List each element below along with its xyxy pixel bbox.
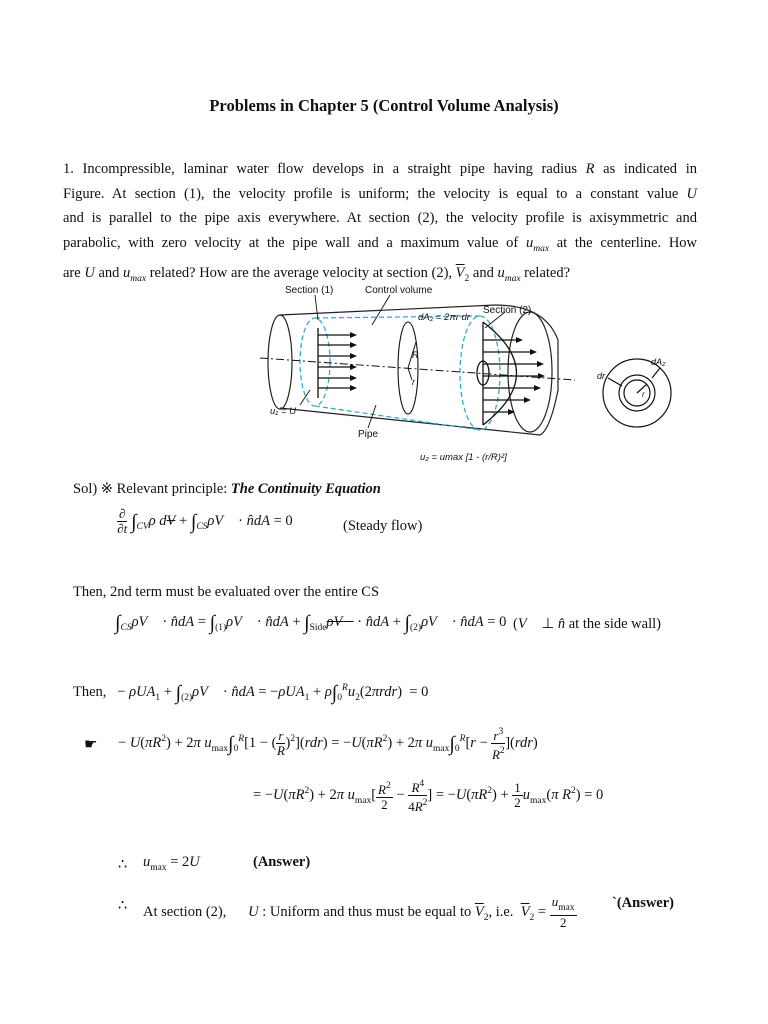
then-text: Then, 2nd term must be evaluated over the entire CS bbox=[73, 584, 380, 600]
label-dA2: dA₂ = 2πr dr bbox=[418, 312, 470, 323]
label-u2: u₂ = umax [1 - (r/R)²] bbox=[420, 452, 507, 463]
therefore-symbol-1: ∴ bbox=[118, 857, 128, 873]
label-dA2-small: dA₂ bbox=[651, 357, 666, 367]
label-r: r bbox=[412, 377, 415, 387]
pipe-figure bbox=[240, 280, 690, 475]
answer-1-label: (Answer) bbox=[253, 854, 311, 870]
answer-1: $u_{max} = 2U$ bbox=[143, 854, 200, 873]
hand-pointer-icon: ☛ bbox=[84, 737, 98, 753]
continuity-equation: $\frac{\partial}{\partial t}$ $\int_{CV}\rho$ dV + $\int_{CS}\rho V⃗$ · n̂dA = 0 bbox=[117, 506, 293, 536]
steady-flow-note: (Steady flow) bbox=[343, 518, 423, 534]
problem-statement bbox=[63, 157, 698, 292]
page-title: Problems in Chapter 5 (Control Volume Analysis) bbox=[209, 96, 559, 115]
cs-decomposition: $\int_{CS}\rho V⃗$ · n̂dA = $\int_{(1)}\rho V⃗$ · n̂dA + $\int_{Side}\rho V⃗$ · n̂dA + $\int_{(2)}\rho V⃗$ · n̂dA = 0 bbox=[115, 612, 507, 634]
problem-line-2: Figure. At section (1), the velocity profile is uniform; the velocity is equal to a constant value U bbox=[63, 185, 697, 202]
problem-line-4: parabolic, with zero velocity at the pipe wall and a maximum value of $u_{max}$ at the centerline. How bbox=[63, 234, 698, 254]
label-r-small: r bbox=[642, 390, 645, 399]
label-control-volume: Control volume bbox=[365, 285, 433, 296]
side-wall-note: (V⃗ ⊥ n̂ at the side wall) bbox=[513, 616, 661, 632]
label-pipe: Pipe bbox=[358, 429, 379, 440]
then-equation: Then, − $\rho UA_1 + \int_{(2)}\rho V⃗$ · n̂dA = $-\rho UA_1 + \rho\int_0^Ru_2(2\pi rdr) = 0$ bbox=[73, 682, 429, 704]
label-section-2: Section (2) bbox=[483, 305, 532, 316]
label-u1: u₁ = U bbox=[270, 406, 296, 417]
solution-intro: Sol) ※ Relevant principle: The Continuity Equation bbox=[73, 481, 381, 497]
label-dr: dr bbox=[597, 371, 606, 381]
label-section-1: Section (1) bbox=[285, 285, 334, 296]
problem-line-3: and is parallel to the pipe axis everywhere. At section (2), the velocity profile is axisymmetric and bbox=[63, 210, 697, 226]
answer-2-label: `(Answer) bbox=[612, 895, 675, 911]
label-R: R bbox=[412, 350, 419, 360]
answer-2-line: At section (2), U : Uniform and thus must be equal to $\overline{V}_2$, i.e. $\overline{V}_2$ = $\frac{u_{max}}{2}$ bbox=[143, 894, 575, 930]
problem-line-5: are U and $u_{max}$ related? How are the average velocity at section (2), $\overline{V}_2$ and $u_{max}$ related? bbox=[63, 265, 571, 284]
problem-line-1: 1. Incompressible, laminar water flow develops in a straight pipe having radius R as indicated in bbox=[63, 161, 697, 177]
therefore-symbol-2: ∴ bbox=[118, 898, 128, 914]
expanded-equation-1: − $U(\pi R^2) + 2\pi$ $u_{max}\int_0^R[1$ − ( $\frac{r}{R}$ )$^2](rdr) = -U(\pi R^2) + 2\pi$ $u_{max}\int_0^R[r$ − $\frac{r^3}{R^2}$ ](rdr) bbox=[118, 727, 538, 762]
expanded-equation-2: = $-U(\pi R^2) + 2\pi$ $u_{max}$[ $\frac{R^2}{2}$ − $\frac{R^4}{4R^2}$ ] = $-U(\pi R^2)$ + $\frac{1}{2}$ $u_{max}(\pi$ $R^2) = 0$ bbox=[253, 779, 604, 814]
